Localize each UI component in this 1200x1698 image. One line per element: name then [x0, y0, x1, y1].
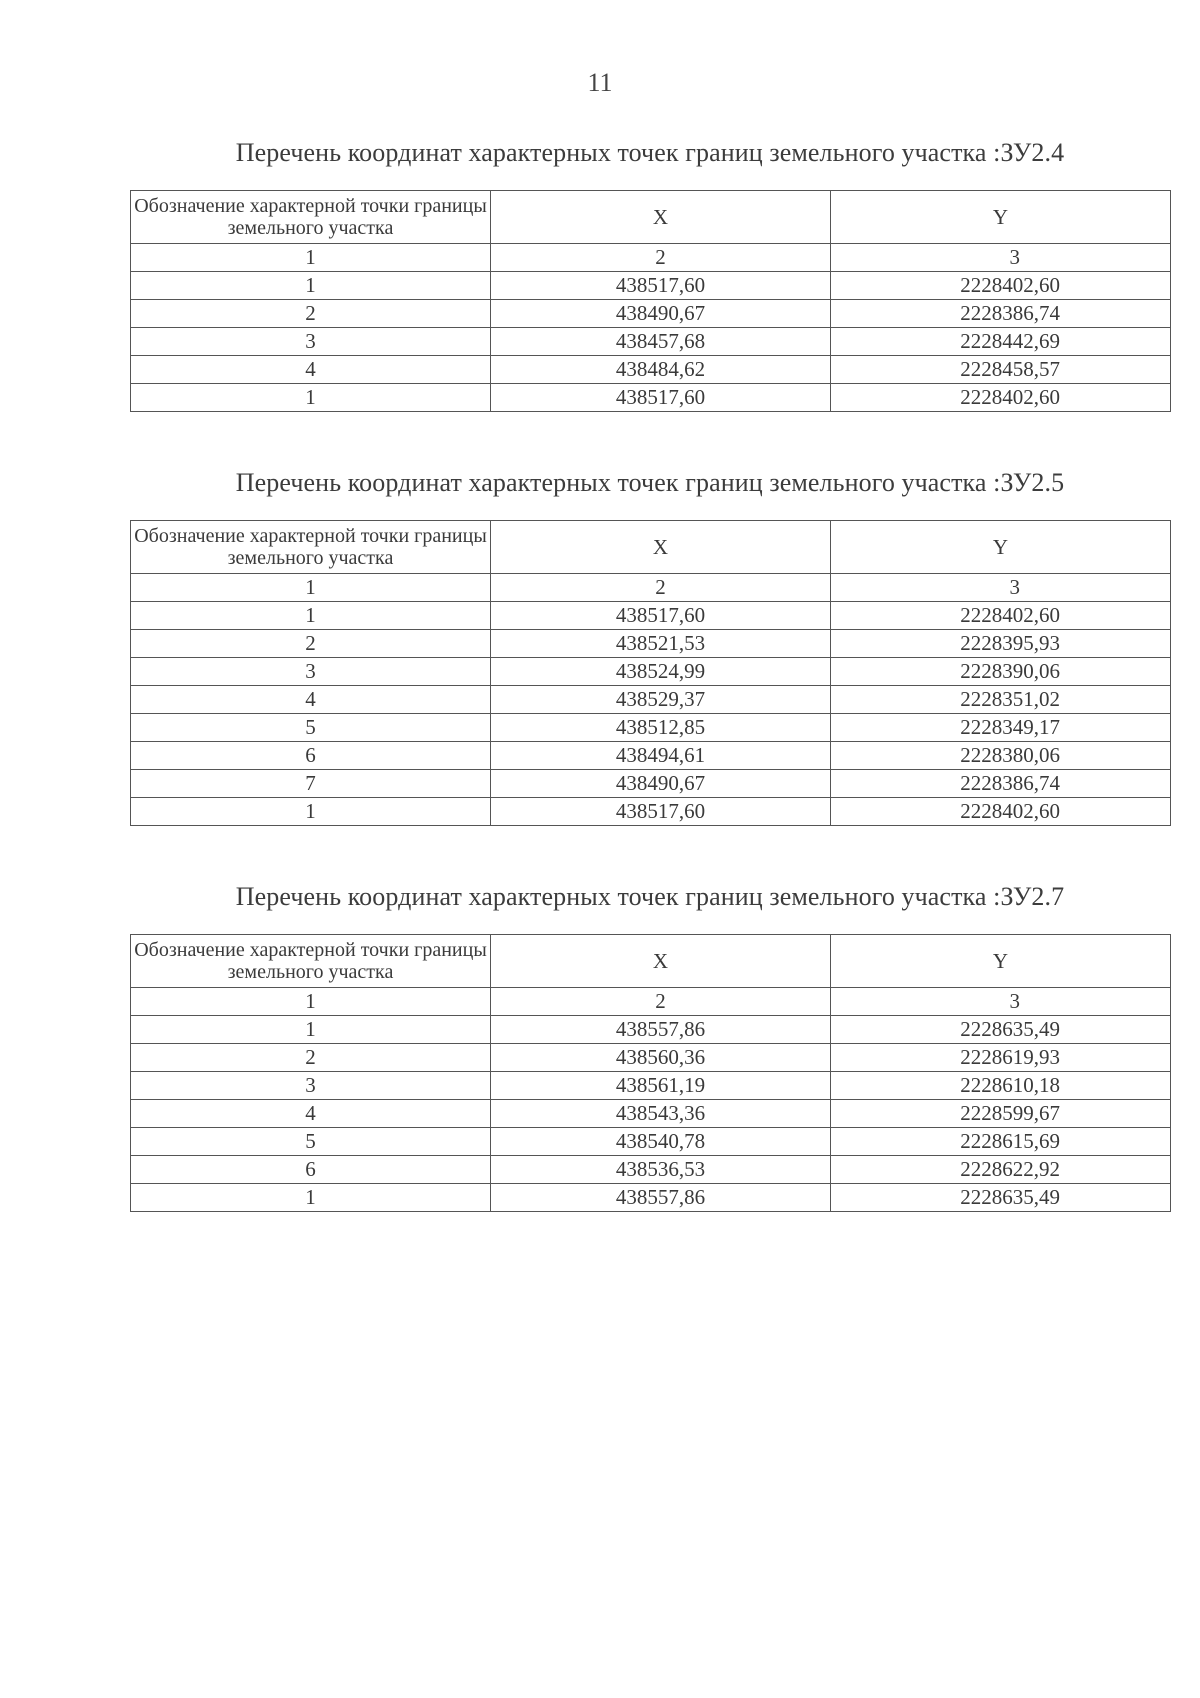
y-cell: 2228390,06: [831, 658, 1171, 686]
header-point: Обозначение характерной точки границы земельного участка: [131, 935, 491, 988]
y-cell: 2228635,49: [831, 1184, 1171, 1212]
table-row: [131, 602, 1171, 630]
y-cell: 2228619,93: [831, 1044, 1171, 1072]
y-cell: 2228395,93: [831, 630, 1171, 658]
column-number-row: [131, 574, 1171, 602]
y-cell: 2228402,60: [831, 272, 1171, 300]
y-cell: 2228402,60: [831, 384, 1171, 412]
coordinates-section-zu2-7: [130, 882, 1170, 1212]
x-cell: 438557,86: [491, 1184, 831, 1212]
x-cell: 438484,62: [491, 356, 831, 384]
column-number: 1: [131, 574, 491, 602]
x-cell: 438524,99: [491, 658, 831, 686]
y-cell: 2228349,17: [831, 714, 1171, 742]
x-cell: 438490,67: [491, 300, 831, 328]
header-x: X: [491, 521, 831, 574]
x-cell: 438512,85: [491, 714, 831, 742]
table-row: [131, 714, 1171, 742]
table-row: [131, 1156, 1171, 1184]
x-cell: 438517,60: [491, 384, 831, 412]
point-cell: 4: [131, 686, 491, 714]
y-cell: 2228402,60: [831, 602, 1171, 630]
y-cell: 2228402,60: [831, 798, 1171, 826]
y-cell: 2228442,69: [831, 328, 1171, 356]
table-row: [131, 384, 1171, 412]
table-row: [131, 686, 1171, 714]
x-cell: 438543,36: [491, 1100, 831, 1128]
column-number-row: [131, 988, 1171, 1016]
y-cell: 2228386,74: [831, 770, 1171, 798]
table-row: [131, 1072, 1171, 1100]
column-number: 2: [491, 244, 831, 272]
x-cell: 438517,60: [491, 602, 831, 630]
y-cell: 2228599,67: [831, 1100, 1171, 1128]
coordinates-section-zu2-4: [130, 138, 1170, 412]
x-cell: 438517,60: [491, 272, 831, 300]
point-cell: 5: [131, 714, 491, 742]
section-title: Перечень координат характерных точек границ земельного участка :ЗУ2.5: [235, 468, 1065, 497]
table-row: [131, 356, 1171, 384]
point-cell: 1: [131, 798, 491, 826]
point-cell: 4: [131, 356, 491, 384]
point-cell: 2: [131, 630, 491, 658]
y-cell: 2228351,02: [831, 686, 1171, 714]
table-row: [131, 770, 1171, 798]
page-number: 11: [587, 68, 613, 97]
column-number: 3: [831, 574, 1171, 602]
table-row: [131, 630, 1171, 658]
header-y: Y: [831, 935, 1171, 988]
header-row: [131, 935, 1171, 988]
y-cell: 2228610,18: [831, 1072, 1171, 1100]
table-row: [131, 742, 1171, 770]
table-row: [131, 1016, 1171, 1044]
header-point: Обозначение характерной точки границы земельного участка: [131, 191, 491, 244]
header-row: [131, 191, 1171, 244]
point-cell: 1: [131, 384, 491, 412]
x-cell: 438494,61: [491, 742, 831, 770]
x-cell: 438560,36: [491, 1044, 831, 1072]
x-cell: 438540,78: [491, 1128, 831, 1156]
table-row: [131, 798, 1171, 826]
header-y: Y: [831, 521, 1171, 574]
table-row: [131, 1100, 1171, 1128]
column-number: 3: [831, 244, 1171, 272]
x-cell: 438490,67: [491, 770, 831, 798]
coordinates-table: [130, 520, 1171, 826]
coordinates-table: [130, 934, 1171, 1212]
y-cell: 2228615,69: [831, 1128, 1171, 1156]
x-cell: 438457,68: [491, 328, 831, 356]
header-y: Y: [831, 191, 1171, 244]
x-cell: 438561,19: [491, 1072, 831, 1100]
point-cell: 3: [131, 328, 491, 356]
table-row: [131, 658, 1171, 686]
header-point: Обозначение характерной точки границы земельного участка: [131, 521, 491, 574]
header-x: X: [491, 935, 831, 988]
y-cell: 2228622,92: [831, 1156, 1171, 1184]
section-title: Перечень координат характерных точек границ земельного участка :ЗУ2.4: [235, 138, 1065, 167]
y-cell: 2228458,57: [831, 356, 1171, 384]
point-cell: 1: [131, 272, 491, 300]
table-row: [131, 1044, 1171, 1072]
point-cell: 1: [131, 1184, 491, 1212]
point-cell: 6: [131, 1156, 491, 1184]
column-number: 1: [131, 988, 491, 1016]
x-cell: 438557,86: [491, 1016, 831, 1044]
table-row: [131, 300, 1171, 328]
x-cell: 438517,60: [491, 798, 831, 826]
header-row: [131, 521, 1171, 574]
header-x: X: [491, 191, 831, 244]
point-cell: 3: [131, 1072, 491, 1100]
column-number: 2: [491, 574, 831, 602]
point-cell: 3: [131, 658, 491, 686]
coordinates-table: [130, 190, 1171, 412]
table-row: [131, 272, 1171, 300]
x-cell: 438521,53: [491, 630, 831, 658]
table-row: [131, 328, 1171, 356]
column-number: 1: [131, 244, 491, 272]
x-cell: 438536,53: [491, 1156, 831, 1184]
column-number: 3: [831, 988, 1171, 1016]
point-cell: 2: [131, 1044, 491, 1072]
point-cell: 1: [131, 1016, 491, 1044]
table-row: [131, 1128, 1171, 1156]
section-title: Перечень координат характерных точек границ земельного участка :ЗУ2.7: [235, 882, 1065, 911]
x-cell: 438529,37: [491, 686, 831, 714]
column-number-row: [131, 244, 1171, 272]
point-cell: 1: [131, 602, 491, 630]
point-cell: 7: [131, 770, 491, 798]
y-cell: 2228380,06: [831, 742, 1171, 770]
table-row: [131, 1184, 1171, 1212]
point-cell: 4: [131, 1100, 491, 1128]
point-cell: 2: [131, 300, 491, 328]
y-cell: 2228635,49: [831, 1016, 1171, 1044]
point-cell: 5: [131, 1128, 491, 1156]
coordinates-section-zu2-5: [130, 468, 1170, 826]
column-number: 2: [491, 988, 831, 1016]
point-cell: 6: [131, 742, 491, 770]
y-cell: 2228386,74: [831, 300, 1171, 328]
